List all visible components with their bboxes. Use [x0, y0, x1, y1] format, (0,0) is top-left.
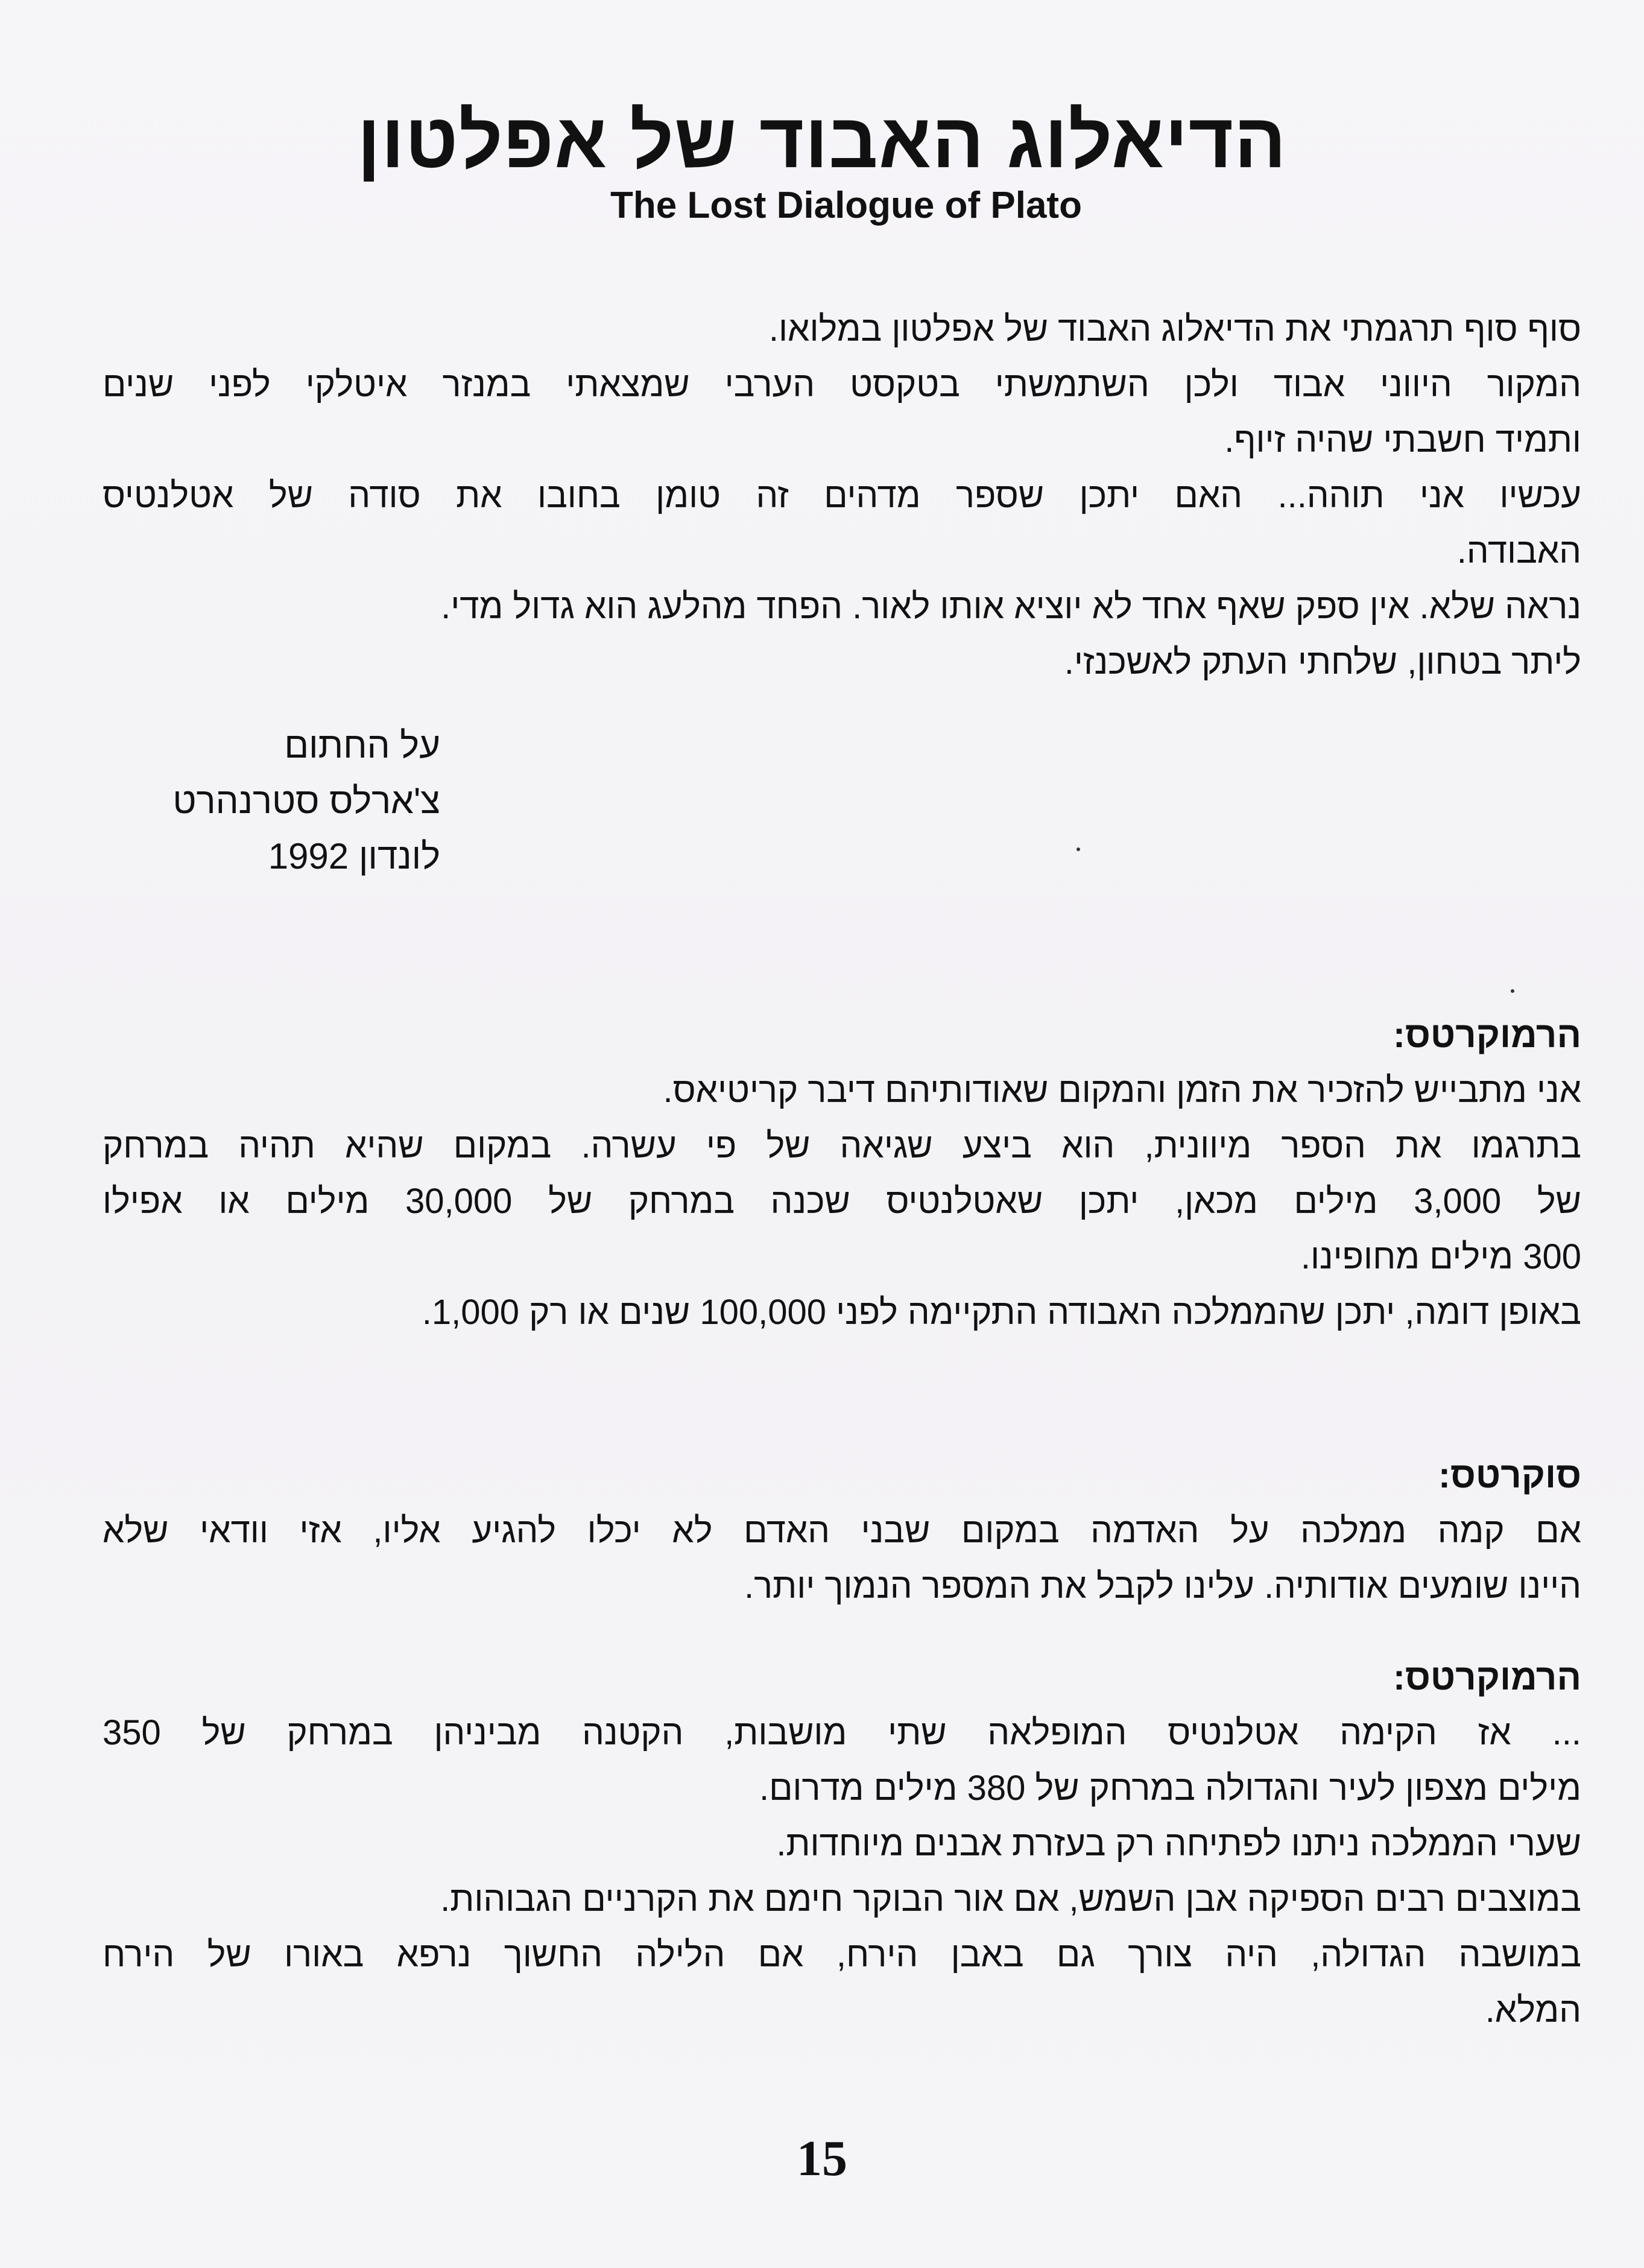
intro-line: המקור היווני אבוד ולכן השתמשתי בטקסט הערבי שמצאתי במנזר איטלקי לפני שנים: [103, 365, 1581, 404]
dialogue-line: של 3,000 מילים מכאן, יתכן שאטלנטיס שכנה במרחק של 30,000 מילים או אפילו: [103, 1182, 1581, 1221]
dialogue-line: מילים מצפון לעיר והגדולה במרחק של 380 מילים מדרום.: [759, 1769, 1581, 1808]
intro-paragraph: [103, 302, 1581, 690]
dialogue-line: באופן דומה, יתכן שהממלכה האבודה התקיימה לפני 100,000 שנים או רק 1,000.: [422, 1293, 1581, 1332]
dialogue-line: היינו שומעים אודותיה. עלינו לקבל את המספר הנמוך יותר.: [744, 1566, 1581, 1606]
dialogue-section-hermocrates-1: [103, 1007, 1581, 1340]
intro-line: האבודה.: [1456, 531, 1581, 571]
dialogue-section-socrates: [103, 1448, 1581, 1614]
intro-line: ליתר בטחון, שלחתי העתק לאשכנזי.: [1064, 642, 1581, 682]
page-title-english: The Lost Dialogue of Plato: [610, 185, 1082, 226]
ink-speck: [1511, 989, 1514, 993]
page-number: 15: [797, 2130, 847, 2187]
dialogue-line: המלא.: [1485, 1991, 1581, 2030]
signature-block: [172, 718, 440, 884]
signature-line: לונדון 1992: [268, 836, 440, 876]
intro-line: ותמיד חשבתי שהיה זיוף.: [1224, 420, 1581, 460]
page-title-hebrew: הדיאלוג האבוד של אפלטון: [357, 98, 1287, 184]
dialogue-line: בתרגמו את הספר מיוונית, הוא ביצע שגיאה של פי עשרה. במקום שהיא תהיה במרחק: [103, 1126, 1581, 1165]
dialogue-line: 300 מילים מחופינו.: [1300, 1237, 1581, 1276]
dialogue-line: במושבה הגדולה, היה צורך גם באבן הירח, אם הלילה החשוך נרפא באורו של הירח: [103, 1935, 1581, 1974]
signature-line: על החתום: [284, 725, 440, 765]
dialogue-line: שערי הממלכה ניתנו לפתיחה רק בעזרת אבנים מיוחדות.: [776, 1824, 1581, 1863]
intro-line: סוף סוף תרגמתי את הדיאלוג האבוד של אפלטון במלואו.: [768, 309, 1581, 349]
dialogue-line: אני מתבייש להזכיר את הזמן והמקום שאודותיהם דיבר קריטיאס.: [663, 1071, 1581, 1110]
dialogue-line: במוצבים רבים הספיקה אבן השמש, אם אור הבוקר חימם את הקרניים הגבוהות.: [440, 1880, 1581, 1919]
speaker-label: סוקרטס:: [1438, 1455, 1581, 1495]
speaker-label: הרמוקרטס:: [1393, 1015, 1581, 1055]
intro-line: נראה שלא. אין ספק שאף אחד לא יוציא אותו לאור. הפחד מהלעג הוא גדול מדי.: [441, 587, 1581, 626]
dialogue-line: אם קמה ממלכה על האדמה במקום שבני האדם לא יכלו להגיע אליו, אזי וודאי שלא: [103, 1511, 1581, 1550]
signature-line: צ'ארלס סטרנהרט: [172, 781, 440, 821]
speaker-label: הרמוקרטס:: [1393, 1657, 1581, 1697]
ink-speck: [1077, 847, 1080, 851]
intro-line: עכשיו אני תוהה... האם יתכן שספר מדהים זה טומן בחובו את סודה של אטלנטיס: [103, 476, 1581, 515]
dialogue-section-hermocrates-2: [103, 1650, 1581, 2038]
dialogue-line: ... אז הקימה אטלנטיס המופלאה שתי מושבות, הקטנה מביניהן במרחק של 350: [103, 1713, 1581, 1752]
